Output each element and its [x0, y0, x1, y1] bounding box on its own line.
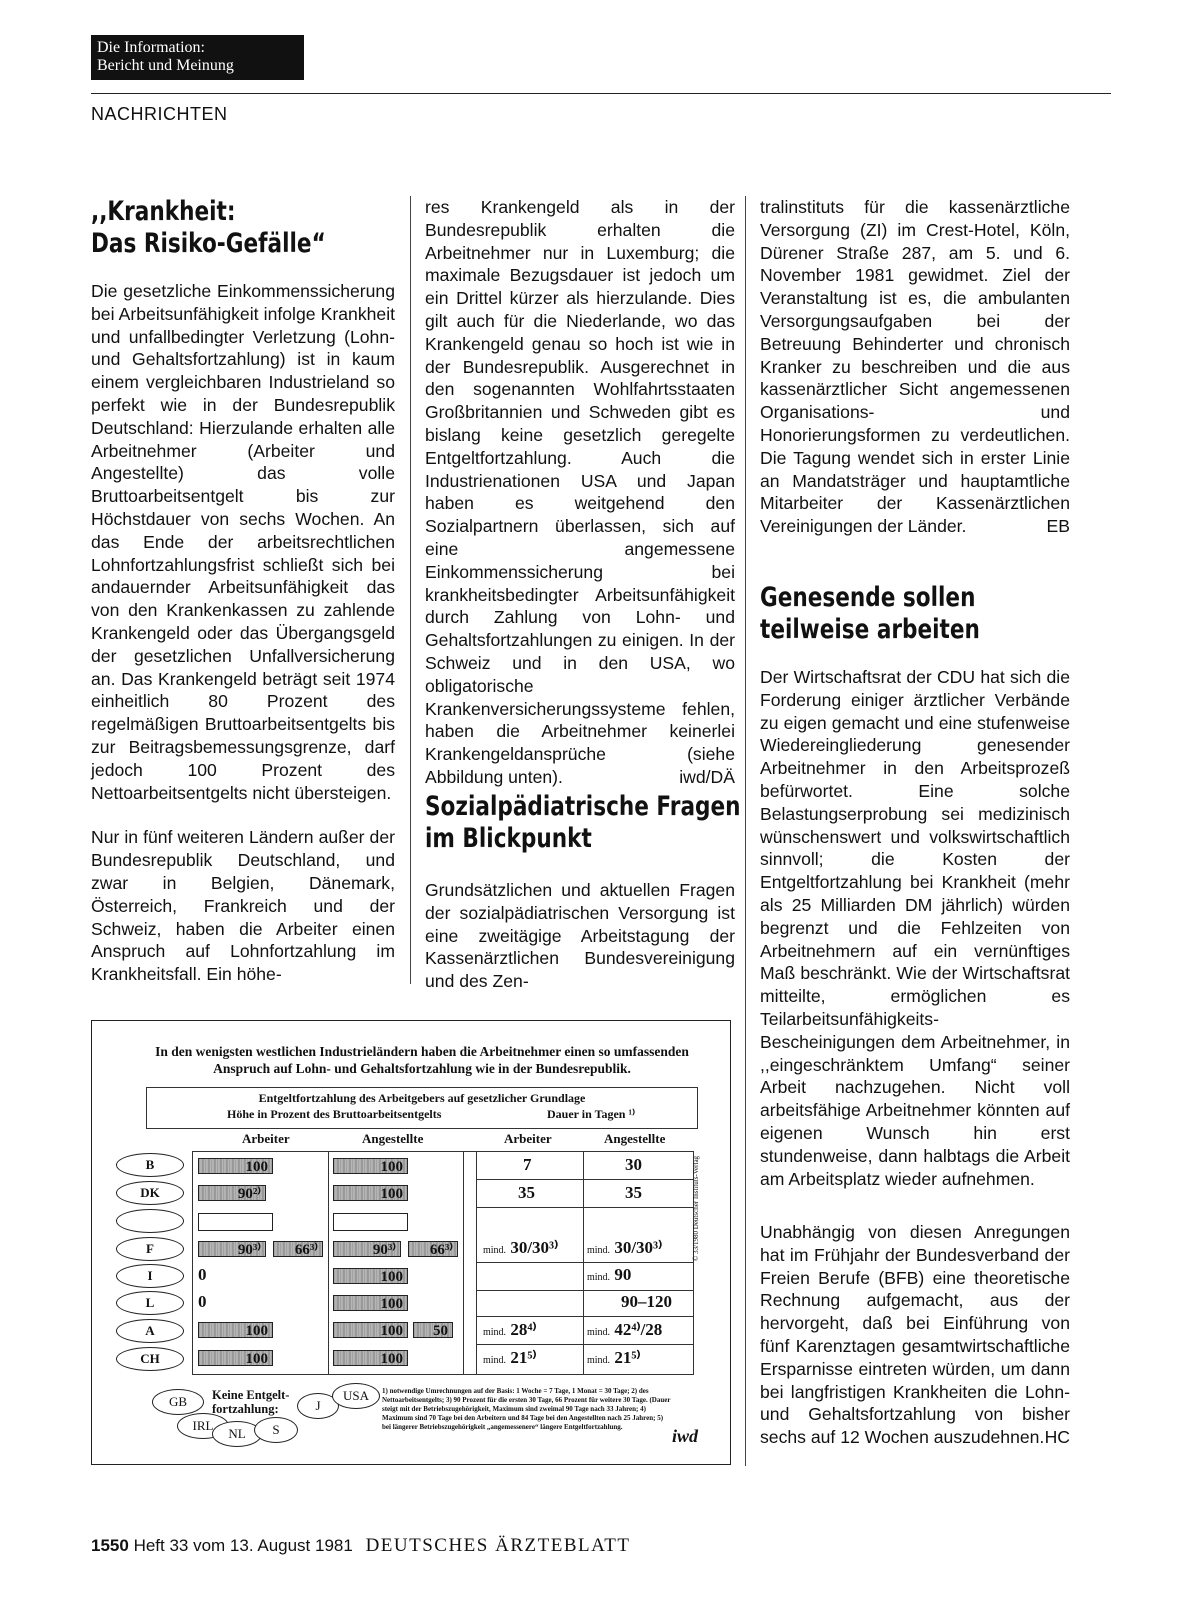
rubric-box — [91, 35, 304, 80]
bar-dk-arbeiter: 90²⁾ — [198, 1185, 266, 1201]
days-f-arbeiter-prefix: mind. — [483, 1245, 507, 1256]
grid-hline — [476, 1290, 693, 1291]
bar-a-arbeiter: 100 — [198, 1322, 273, 1338]
days-i-angestellte — [587, 1265, 631, 1285]
bar-f-arbeiter-first: 90³⁾ — [198, 1241, 266, 1257]
bar-ch-arbeiter: 100 — [198, 1350, 273, 1366]
article1-signature: iwd/DÄ — [679, 766, 735, 787]
days-a-arbeiter — [483, 1320, 537, 1340]
figure-banner — [146, 1087, 698, 1129]
bar-a-angestellte-reduced: 50 — [413, 1322, 453, 1338]
article3-headline — [760, 582, 980, 646]
article2-headline — [425, 791, 741, 855]
days-b-angestellte: 30 — [625, 1155, 642, 1174]
article1-para2-part-b: res Krankengeld als in der Bundesrepublik erhalten die Arbeitnehmer nur in Luxemburg; die maximale Bezugsdauer ist jedoch um ein Drittel kürzer als hierzulande. Dies gilt auch für die Niederlande, wo das Krankengeld genau so hoch ist wie in der Bundesrepublik. Ausgerechnet in den sogenannten Wohlfahrtsstaaten Großbritannien und Schweden gibt es bislang keine gesetzlich geregelte Entgeltfortzahlung. Auch die Industrienationen USA und Japan haben es weitgehend den Sozialpartnern überlassen, sich auf eine angemessene Einkommenssicherung bei krankheitsbedingter Arbeitsunfähigkeit durch Zahlung von Lohn- und Gehaltsfortzahlungen zu einigen. In der Schweiz und in den USA, wo obligatorische Krankenversicherungssysteme fehlen, haben die Arbeitnehmer keinerlei Krankengeldansprüche (siehe Abbildung unten). — [425, 197, 735, 787]
days-ch-arbeiter — [483, 1348, 537, 1368]
article1-para1: Die gesetzliche Einkommenssicherung bei Arbeitsunfähigkeit infolge Krankheit und unfallbedingter Verletzung (Lohn- und Gehaltsfortzahlung) ist in kaum einem vergleichbaren Industrieland so perfekt wie in der Bundesrepublik Deutschland: Hierzulande erhalten alle Arbeitnehmer (Arbeiter und Angestellte) das volle Bruttoarbeitsentgelt bis zur Höchstdauer von sechs Wochen. An das Ende der arbeitsrechtlichen Lohnfortzahlungsfrist schließt sich bei andauernder Arbeitsunfähigkeit das von den Krankenkassen zu zahlende Krankengeld oder das Übergangsgeld der gesetzlichen Unfallversicherung an. Das Krankengeld beträgt seit 1974 einheitlich 80 Prozent des regelmäßigen Bruttoarbeitsentgelts bis zur Beitragsbemessungsgrenze, darf jedoch 100 Prozent des Nettoarbeitsentgelts nicht übersteigen. — [91, 281, 395, 803]
figure-banner-title: Entgeltfortzahlung des Arbeitgebers auf gesetzlicher Grundlage — [258, 1091, 586, 1105]
days-f-angestellte — [587, 1238, 662, 1258]
article3-signature: HC — [1044, 1427, 1070, 1448]
article1-column1 — [91, 280, 395, 986]
figure-banner-amount: Höhe in Prozent des Bruttoarbeitsentgelts — [227, 1107, 442, 1121]
article2-text-part-a: Grundsätzlichen und aktuellen Fragen der sozialpädiatrischen Versorgung ist eine zweitägige Arbeitstagung der Kassenärztlichen Bundesvereinigung und des Zen- — [425, 880, 735, 992]
figure-source-logo: iwd — [672, 1426, 699, 1446]
val-l-arbeiter: 0 — [198, 1292, 207, 1311]
bar-dk-angestellte: 100 — [333, 1185, 408, 1201]
bar-empty-arbeiter — [198, 1213, 273, 1231]
no-payment-label-line1: Keine Entgelt- — [212, 1388, 290, 1402]
days-f-angestellte-value: 30/30³⁾ — [614, 1238, 663, 1257]
top-rule — [91, 93, 1111, 94]
figure-banner-duration: Dauer in Tagen ¹⁾ — [547, 1107, 636, 1121]
figure-copyright: © 33/1980 Deutscher Instituts-Verlag — [692, 1155, 700, 1261]
rubric-line1: Die Information: — [97, 39, 205, 56]
days-a-angestellte-value: 42⁴⁾/28 — [614, 1320, 663, 1339]
article1-headline — [91, 196, 326, 260]
column-divider-2 — [745, 196, 746, 1466]
article1-column2 — [425, 196, 735, 789]
page-number: 1550 — [91, 1536, 129, 1555]
days-i-angestellte-value: 90 — [614, 1265, 632, 1284]
days-a-angestellte — [587, 1320, 662, 1340]
days-f-arbeiter-value: 30/30³⁾ — [510, 1238, 559, 1257]
country-badge-l: L — [116, 1291, 184, 1315]
column-divider-1 — [410, 196, 411, 984]
bar-i-angestellte: 100 — [333, 1268, 408, 1284]
days-ch-angestellte — [587, 1348, 641, 1368]
grid-hline — [476, 1179, 693, 1180]
days-ch-angestellte-value: 21⁵⁾ — [614, 1348, 641, 1367]
country-badges — [112, 1151, 192, 1381]
grid-vline — [328, 1152, 329, 1374]
grid-hline — [476, 1207, 693, 1208]
figure-table — [192, 1151, 694, 1375]
colhead-angestellte-days: Angestellte — [604, 1131, 666, 1146]
bar-l-angestellte: 100 — [333, 1295, 408, 1311]
article3-para2-wrap — [760, 1221, 1070, 1449]
figure-sick-pay-comparison — [91, 1020, 731, 1465]
article3-para1 — [760, 666, 1070, 1190]
grid-vline — [583, 1152, 584, 1374]
country-badge-irl: IRL — [177, 1413, 229, 1439]
country-badge-s: S — [254, 1417, 298, 1443]
article3-para2 — [760, 1221, 1070, 1449]
page-footer — [91, 1535, 630, 1557]
days-a-angestellte-prefix: mind. — [587, 1327, 611, 1338]
days-ch-angestellte-prefix: mind. — [587, 1355, 611, 1366]
country-badge-usa: USA — [332, 1383, 380, 1409]
article1-para2-start — [91, 826, 395, 986]
no-payment-label-line2: fortzahlung: — [212, 1402, 279, 1416]
grid-hline — [476, 1262, 693, 1263]
bar-f-angestellte-second: 66³⁾ — [408, 1241, 458, 1257]
country-badge-ch: CH — [116, 1347, 184, 1371]
bar-a-angestellte: 100 — [333, 1322, 408, 1338]
grid-vline — [463, 1152, 464, 1374]
country-badge-b: B — [116, 1153, 184, 1177]
days-i-angestellte-prefix: mind. — [587, 1272, 611, 1283]
country-badge-i: I — [116, 1264, 184, 1288]
days-f-angestellte-prefix: mind. — [587, 1245, 611, 1256]
val-i-arbeiter: 0 — [198, 1265, 207, 1284]
figure-footnotes: 1) notwendige Umrechnungen auf der Basis: 1 Woche = 7 Tage, 1 Monat = 30 Tage; 2) des Nettoarbeitsentgelts; 3) 90 Prozent für die ersten 30 Tage, 66 Prozent für weitere 30 Tage. (Dauer steigt mit der Betriebszugehörigkeit, Maximum sind zweimal 90 Tage nach 33 Jahren; 4) Maximum sind 70 Tage bei den Arbeitern und 84 Tage bei den Angestellten nach 25 Jahren; 5) bei längerer Betriebszugehörigkeit „angemessenere“ längere Entgeltfortzahlung. — [382, 1387, 671, 1431]
days-l-angestellte: 90–120 — [621, 1292, 672, 1311]
article2-signature: EB — [1046, 516, 1070, 537]
country-badge-a: A — [116, 1319, 184, 1343]
colhead-angestellte: Angestellte — [362, 1131, 424, 1146]
article2-headline-line2: im Blickpunkt — [425, 823, 592, 854]
days-ch-arbeiter-prefix: mind. — [483, 1355, 507, 1366]
days-a-arbeiter-value: 28⁴⁾ — [510, 1320, 537, 1339]
no-payment-label — [212, 1388, 289, 1416]
colhead-arbeiter: Arbeiter — [242, 1131, 290, 1146]
article2-headline-line1: Sozialpädiatrische Fragen — [425, 791, 741, 822]
article1-para2-continued — [425, 196, 735, 789]
days-ch-arbeiter-value: 21⁵⁾ — [510, 1348, 537, 1367]
article2-text-continued — [760, 196, 1070, 538]
country-badge-j: J — [297, 1393, 339, 1419]
grid-vline — [476, 1152, 477, 1374]
bar-f-arbeiter-second: 66³⁾ — [273, 1241, 323, 1257]
article3-headline-line2: teilweise arbeiten — [760, 614, 980, 645]
article2-column-b — [760, 196, 1070, 538]
article3-headline-line1: Genesende sollen — [760, 582, 976, 613]
article2-text-part-b: tralinstituts für die kassenärztliche Versorgung (ZI) im Crest-Hotel, Köln, Dürener Straße 287, am 5. und 6. November 1981 gewidmet. Ziel der Veranstaltung ist es, die ambulanten Versorgungsaufgaben bei der Betreuung Behinderter und chronisch Kranker zu beschreiben und die aus kassenärztlicher Sicht angemessenen Organisations- und Honorierungsformen zu verdeutlichen. Die Tagung wendet sich in erster Linie an Mandatsträger und hauptamtliche Mitarbeiter der Kassenärztlichen Vereinigungen der Länder. — [760, 197, 1070, 537]
bar-b-arbeiter: 100 — [198, 1158, 273, 1174]
bar-b-angestellte: 100 — [333, 1158, 408, 1174]
issue-info: Heft 33 vom 13. August 1981 — [133, 1536, 353, 1555]
country-badge-nl: NL — [212, 1421, 262, 1447]
article3-para2-text: Unabhängig von diesen Anregungen hat im Frühjahr der Bundesverband der Freien Berufe (BFB) eine theoretische Rechnung aufgemacht, aus der hervorgeht, daß bei Einführung von fünf Karenztagen gesamtwirtschaftliche Ersparnisse eintreten würden, um dann bei langfristigen Krankheiten die Lohn- und Gehaltsfortzahlung von bisher sechs auf 12 Wochen auszudehnen. — [760, 1222, 1070, 1448]
country-badge-f: F — [116, 1237, 184, 1261]
figure-caption: In den wenigsten westlichen Industrieländern haben die Arbeitnehmer einen so umfassenden Anspruch auf Lohn- und Gehaltsfortzahlung wie in der Bundesrepublik. — [155, 1044, 689, 1076]
article1-headline-line2: Das Risiko-Gefälle“ — [91, 228, 326, 259]
country-badge-blank — [116, 1209, 184, 1233]
bar-ch-angestellte: 100 — [333, 1350, 408, 1366]
country-badge-dk: DK — [116, 1181, 184, 1205]
grid-hline — [476, 1344, 693, 1345]
article2-column-a — [425, 879, 735, 993]
bar-f-angestellte-first: 90³⁾ — [333, 1241, 401, 1257]
journal-name: DEUTSCHES ÄRZTEBLATT — [365, 1535, 631, 1556]
article1-para2-part-a: Nur in fünf weiteren Ländern außer der Bundesrepublik Deutschland, und zwar in Belgien, Dänemark, Österreich, Frankreich und der Schweiz, haben die Arbeiter einen Anspruch auf Lohnfortzahlung im Krankheitsfall. Ein höhe- — [91, 827, 395, 985]
country-badge-gb: GB — [152, 1389, 204, 1415]
section-label: NACHRICHTEN — [91, 104, 228, 124]
article1-headline-line1: ,,Krankheit: — [91, 196, 236, 227]
colhead-arbeiter-days: Arbeiter — [504, 1131, 552, 1146]
days-dk-arbeiter: 35 — [518, 1183, 535, 1202]
article3-para1-text: Der Wirtschaftsrat der CDU hat sich die Forderung einiger ärztlicher Verbände zu eigen gemacht und eine stufenweise Wiedereingliederung genesender Arbeitnehmer in den Arbeitsprozeß befürwortet. Eine solche Belastungserprobung sei medizinisch wünschenswert und volkswirtschaftlich sinnvoll; die Kosten der Entgeltfortzahlung bei Krankheit (mehr als 25 Milliarden DM jährlich) würden begrenzt und die Fehlzeiten von Arbeitnehmern auf ein vernünftiges Maß beschränkt. Wie der Wirtschaftsrat mitteilte, ermöglichen es Teilarbeitsunfähigkeits-Bescheinigungen dem Arbeitnehmer, in ,,eingeschränktem Umfang“ seiner Arbeit nachzugehen. Nicht voll arbeitsfähige Arbeitnehmer könnten auf eigenen Wunsch hin erst stundenweise, dann halbtags die Arbeit am Arbeitsplatz wieder aufnehmen. — [760, 667, 1070, 1189]
days-dk-angestellte: 35 — [625, 1183, 642, 1202]
days-f-arbeiter — [483, 1238, 558, 1258]
days-a-arbeiter-prefix: mind. — [483, 1327, 507, 1338]
bar-empty-angestellte — [333, 1213, 408, 1231]
days-b-arbeiter: 7 — [523, 1155, 532, 1174]
grid-hline — [476, 1316, 693, 1317]
rubric-line2: Bericht und Meinung — [97, 57, 234, 74]
